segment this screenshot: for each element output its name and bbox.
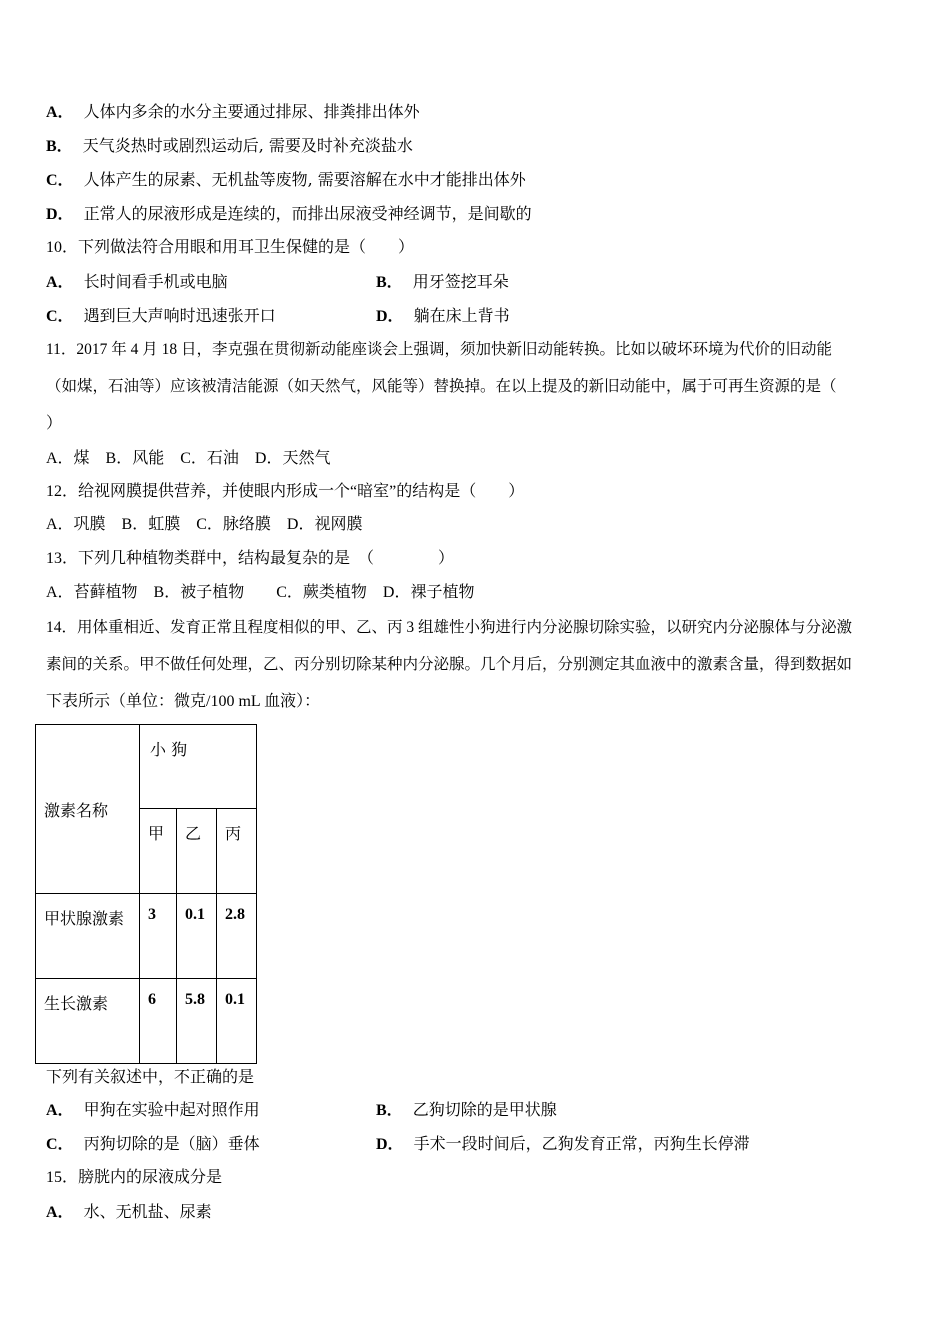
header-dog: 小 狗	[140, 725, 257, 809]
q10-option-a	[46, 271, 228, 294]
option-text: 人体内多余的水分主要通过排尿、排粪排出体外	[83, 102, 420, 121]
header-dog-bing: 丙	[217, 809, 257, 894]
row-name: 甲状腺激素	[36, 894, 140, 979]
q9-option-d	[46, 203, 532, 226]
row-name: 生长激素	[36, 979, 140, 1064]
hormone-table	[35, 724, 257, 1064]
q10-stem: 10．下列做法符合用眼和用耳卫生保健的是（ ）	[46, 239, 415, 256]
option-label: A．	[46, 1204, 74, 1221]
option-label: A．	[46, 104, 74, 121]
q14-ask: 下列有关叙述中，不正确的是	[46, 1067, 255, 1086]
q10-option-b	[376, 271, 509, 294]
q14-option-b	[376, 1099, 557, 1122]
option-label: C．	[46, 308, 74, 325]
cell-value: 0.1	[217, 979, 257, 1064]
q10-option-d	[376, 305, 510, 328]
table-row	[36, 979, 257, 1064]
q9-option-c	[46, 169, 526, 192]
cell-value: 0.1	[177, 894, 217, 979]
option-label: D．	[376, 1136, 404, 1153]
q14-option-d	[376, 1133, 750, 1156]
header-dog-yi: 乙	[177, 809, 217, 894]
q12-options: A．巩膜 B．虹膜 C．脉络膜 D．视网膜	[46, 516, 363, 533]
q9-option-a	[46, 101, 420, 124]
option-text: 水、无机盐、尿素	[83, 1202, 212, 1221]
q13-stem: 13．下列几种植物类群中，结构最复杂的是 （ ）	[46, 550, 455, 567]
option-label: A．	[46, 274, 74, 291]
q14-stem-line3: 下表所示（单位：微克/100 mL 血液）：	[46, 693, 321, 710]
option-text: 正常人的尿液形成是连续的，而排出尿液受神经调节，是间歇的	[83, 204, 532, 223]
q11-stem-line3: ）	[46, 415, 63, 432]
q9-option-b	[46, 135, 413, 158]
cell-value: 2.8	[217, 894, 257, 979]
q15-stem: 15．膀胱内的尿液成分是	[46, 1169, 223, 1186]
q11-stem-line2: （如煤，石油等）应该被清洁能源（如天然气，风能等）替换掉。在以上提及的新旧动能中，属于可再生资源的是（	[46, 378, 837, 395]
q15-option-a	[46, 1201, 212, 1224]
option-label: B．	[46, 138, 73, 155]
cell-value: 6	[140, 979, 177, 1064]
option-text: 长时间看手机或电脑	[83, 272, 228, 291]
header-hormone-name: 激素名称	[36, 725, 140, 894]
q11-options: A．煤 B．风能 C．石油 D．天然气	[46, 450, 331, 467]
option-label: B．	[376, 1102, 403, 1119]
cell-value: 5.8	[177, 979, 217, 1064]
option-label: B．	[376, 274, 403, 291]
option-text: 躺在床上背书	[413, 306, 510, 325]
option-text: 手术一段时间后，乙狗发育正常，丙狗生长停滞	[413, 1134, 750, 1153]
option-label: C．	[46, 172, 74, 189]
q12-stem: 12．给视网膜提供营养，并使眼内形成一个“暗室”的结构是（ ）	[46, 483, 525, 500]
q11-stem-line1: 11．2017 年 4 月 18 日，李克强在贯彻新动能座谈会上强调，须加快新旧动能转换。比如以破坏环境为代价的旧动能	[46, 341, 833, 358]
header-dog-jia: 甲	[140, 809, 177, 894]
option-text: 遇到巨大声响时迅速张开口	[83, 306, 276, 325]
option-text: 丙狗切除的是（脑）垂体	[83, 1134, 260, 1153]
cell-value: 3	[140, 894, 177, 979]
q14-stem-line1: 14．用体重相近、发育正常且程度相似的甲、乙、丙 3 组雄性小狗进行内分泌腺切除实验，以研究内分泌腺体与分泌激	[46, 619, 853, 636]
q14-option-c	[46, 1133, 260, 1156]
option-text: 甲狗在实验中起对照作用	[83, 1100, 260, 1119]
q14-option-a	[46, 1099, 260, 1122]
option-label: D．	[46, 206, 74, 223]
q14-stem-line2: 素间的关系。甲不做任何处理，乙、丙分别切除某种内分泌腺。几个月后，分别测定其血液中的激素含量，得到数据如	[46, 656, 853, 673]
option-label: C．	[46, 1136, 74, 1153]
option-text: 用牙签挖耳朵	[412, 272, 509, 291]
option-label: D．	[376, 308, 404, 325]
option-text: 乙狗切除的是甲状腺	[412, 1100, 557, 1119]
q10-option-c	[46, 305, 276, 328]
option-text: 天气炎热时或剧烈运动后, 需要及时补充淡盐水	[82, 136, 413, 155]
q13-options: A．苔藓植物 B．被子植物 C．蕨类植物 D．裸子植物	[46, 584, 475, 601]
option-text: 人体产生的尿素、无机盐等废物, 需要溶解在水中才能排出体外	[83, 170, 526, 189]
table-row	[36, 894, 257, 979]
option-label: A．	[46, 1102, 74, 1119]
